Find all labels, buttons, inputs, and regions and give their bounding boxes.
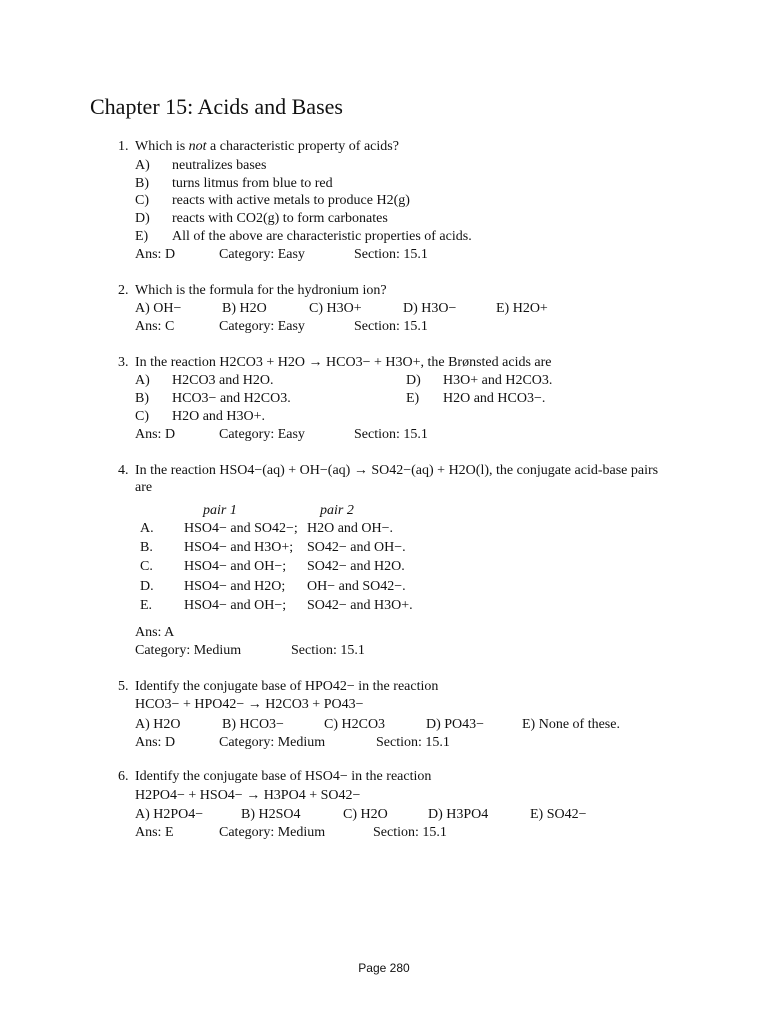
question-stem: Identify the conjugate base of HPO42− in the reaction [135,679,439,694]
section-label: Section: 15.1 [291,643,365,658]
question-number: 5. [118,679,129,694]
question-number: 2. [118,283,129,298]
option-pair-1: HSO4− and OH−; [184,559,287,574]
category-label: Category: Medium [135,643,242,658]
option-letter: D) [135,211,150,226]
option-text: H3O+ and H2CO3. [443,373,553,388]
question-number: 6. [118,769,129,784]
option-pair-2: SO42− and H3O+. [307,598,413,613]
option-text: H2O and H3O+. [172,409,266,424]
option-letter: B) [135,391,149,406]
chapter-title: Chapter 15: Acids and Bases [90,94,343,119]
option-letter: D) [406,373,421,388]
option-pair-1: HSO4− and H3O+; [184,540,294,555]
option-d: D) PO43− [426,717,485,732]
category-label: Category: Easy [219,319,305,334]
option-pair-2: OH− and SO42−. [307,579,406,594]
option-text: HCO3− and H2CO3. [172,391,291,406]
option-letter: B. [140,540,153,555]
question-stem: Identify the conjugate base of HSO4− in the reaction [135,769,432,784]
answer-label: Ans: D [135,427,176,442]
question-number: 4. [118,463,129,478]
stem-text: a characteristic property of acids? [206,139,399,154]
section-label: Section: 15.1 [354,247,428,262]
reaction-equation: H2PO4− + HSO4− → H3PO4 + SO42− [135,788,361,803]
option-text: turns litmus from blue to red [172,176,333,191]
question-stem: Which is the formula for the hydronium ion? [135,283,387,298]
reaction-equation: HCO3− + HPO42− → H2CO3 + PO43− [135,697,364,712]
option-d: D) H3O− [403,301,457,316]
question-number: 1. [118,139,129,154]
option-letter: A. [140,521,154,536]
option-text: H2CO3 and H2O. [172,373,274,388]
question-number: 3. [118,355,129,370]
option-text: reacts with CO2(g) to form carbonates [172,211,388,226]
option-letter: A) [135,373,150,388]
option-a: A) OH− [135,301,182,316]
option-letter: C) [135,193,149,208]
answer-label: Ans: C [135,319,175,334]
section-label: Section: 15.1 [376,735,450,750]
page-number: Page 280 [358,961,410,975]
option-b: B) HCO3− [222,717,284,732]
category-label: Category: Easy [219,247,305,262]
section-label: Section: 15.1 [373,825,447,840]
question-stem: In the reaction HSO4−(aq) + OH−(aq) → SO42−(aq) + H2O(l), the conjugate acid-base pairs are [135,463,659,495]
option-pair-1: HSO4− and OH−; [184,598,287,613]
option-text: reacts with active metals to produce H2(g) [172,193,410,208]
category-label: Category: Medium [219,735,326,750]
option-b: B) H2SO4 [241,807,301,822]
pair-1-header: pair 1 [203,503,237,518]
option-pair-1: HSO4− and H2O; [184,579,286,594]
option-letter: A) [135,158,150,173]
answer-label: Ans: D [135,247,176,262]
option-letter: E. [140,598,153,613]
option-letter: C. [140,559,153,574]
answer-label: Ans: A [135,625,175,640]
option-e: E) H2O+ [496,301,548,316]
option-text: neutralizes bases [172,158,267,173]
category-label: Category: Easy [219,427,305,442]
option-letter: D. [140,579,154,594]
question-stem: In the reaction H2CO3 + H2O → HCO3− + H3O+, the Brønsted acids are [135,355,552,370]
option-text: H2O and HCO3−. [443,391,546,406]
option-pair-2: SO42− and OH−. [307,540,406,555]
option-pair-2: SO42− and H2O. [307,559,405,574]
section-label: Section: 15.1 [354,427,428,442]
option-letter: E) [406,391,420,406]
stem-emphasis: not [188,139,207,154]
option-text: All of the above are characteristic properties of acids. [172,229,472,244]
answer-label: Ans: E [135,825,174,840]
option-a: A) H2O [135,717,181,732]
option-b: B) H2O [222,301,267,316]
stem-text: Which is [135,139,189,154]
option-e: E) None of these. [522,717,620,732]
question-stem [135,138,399,155]
option-c: C) H2O [343,807,388,822]
option-letter: E) [135,229,149,244]
option-a: A) H2PO4− [135,807,204,822]
option-letter: C) [135,409,149,424]
option-e: E) SO42− [530,807,587,822]
option-letter: B) [135,176,149,191]
option-pair-2: H2O and OH−. [307,521,394,536]
section-label: Section: 15.1 [354,319,428,334]
option-d: D) H3PO4 [428,807,489,822]
pair-2-header: pair 2 [320,503,354,518]
category-label: Category: Medium [219,825,326,840]
answer-label: Ans: D [135,735,176,750]
option-c: C) H2CO3 [324,717,386,732]
option-pair-1: HSO4− and SO42−; [184,521,298,536]
option-c: C) H3O+ [309,301,362,316]
